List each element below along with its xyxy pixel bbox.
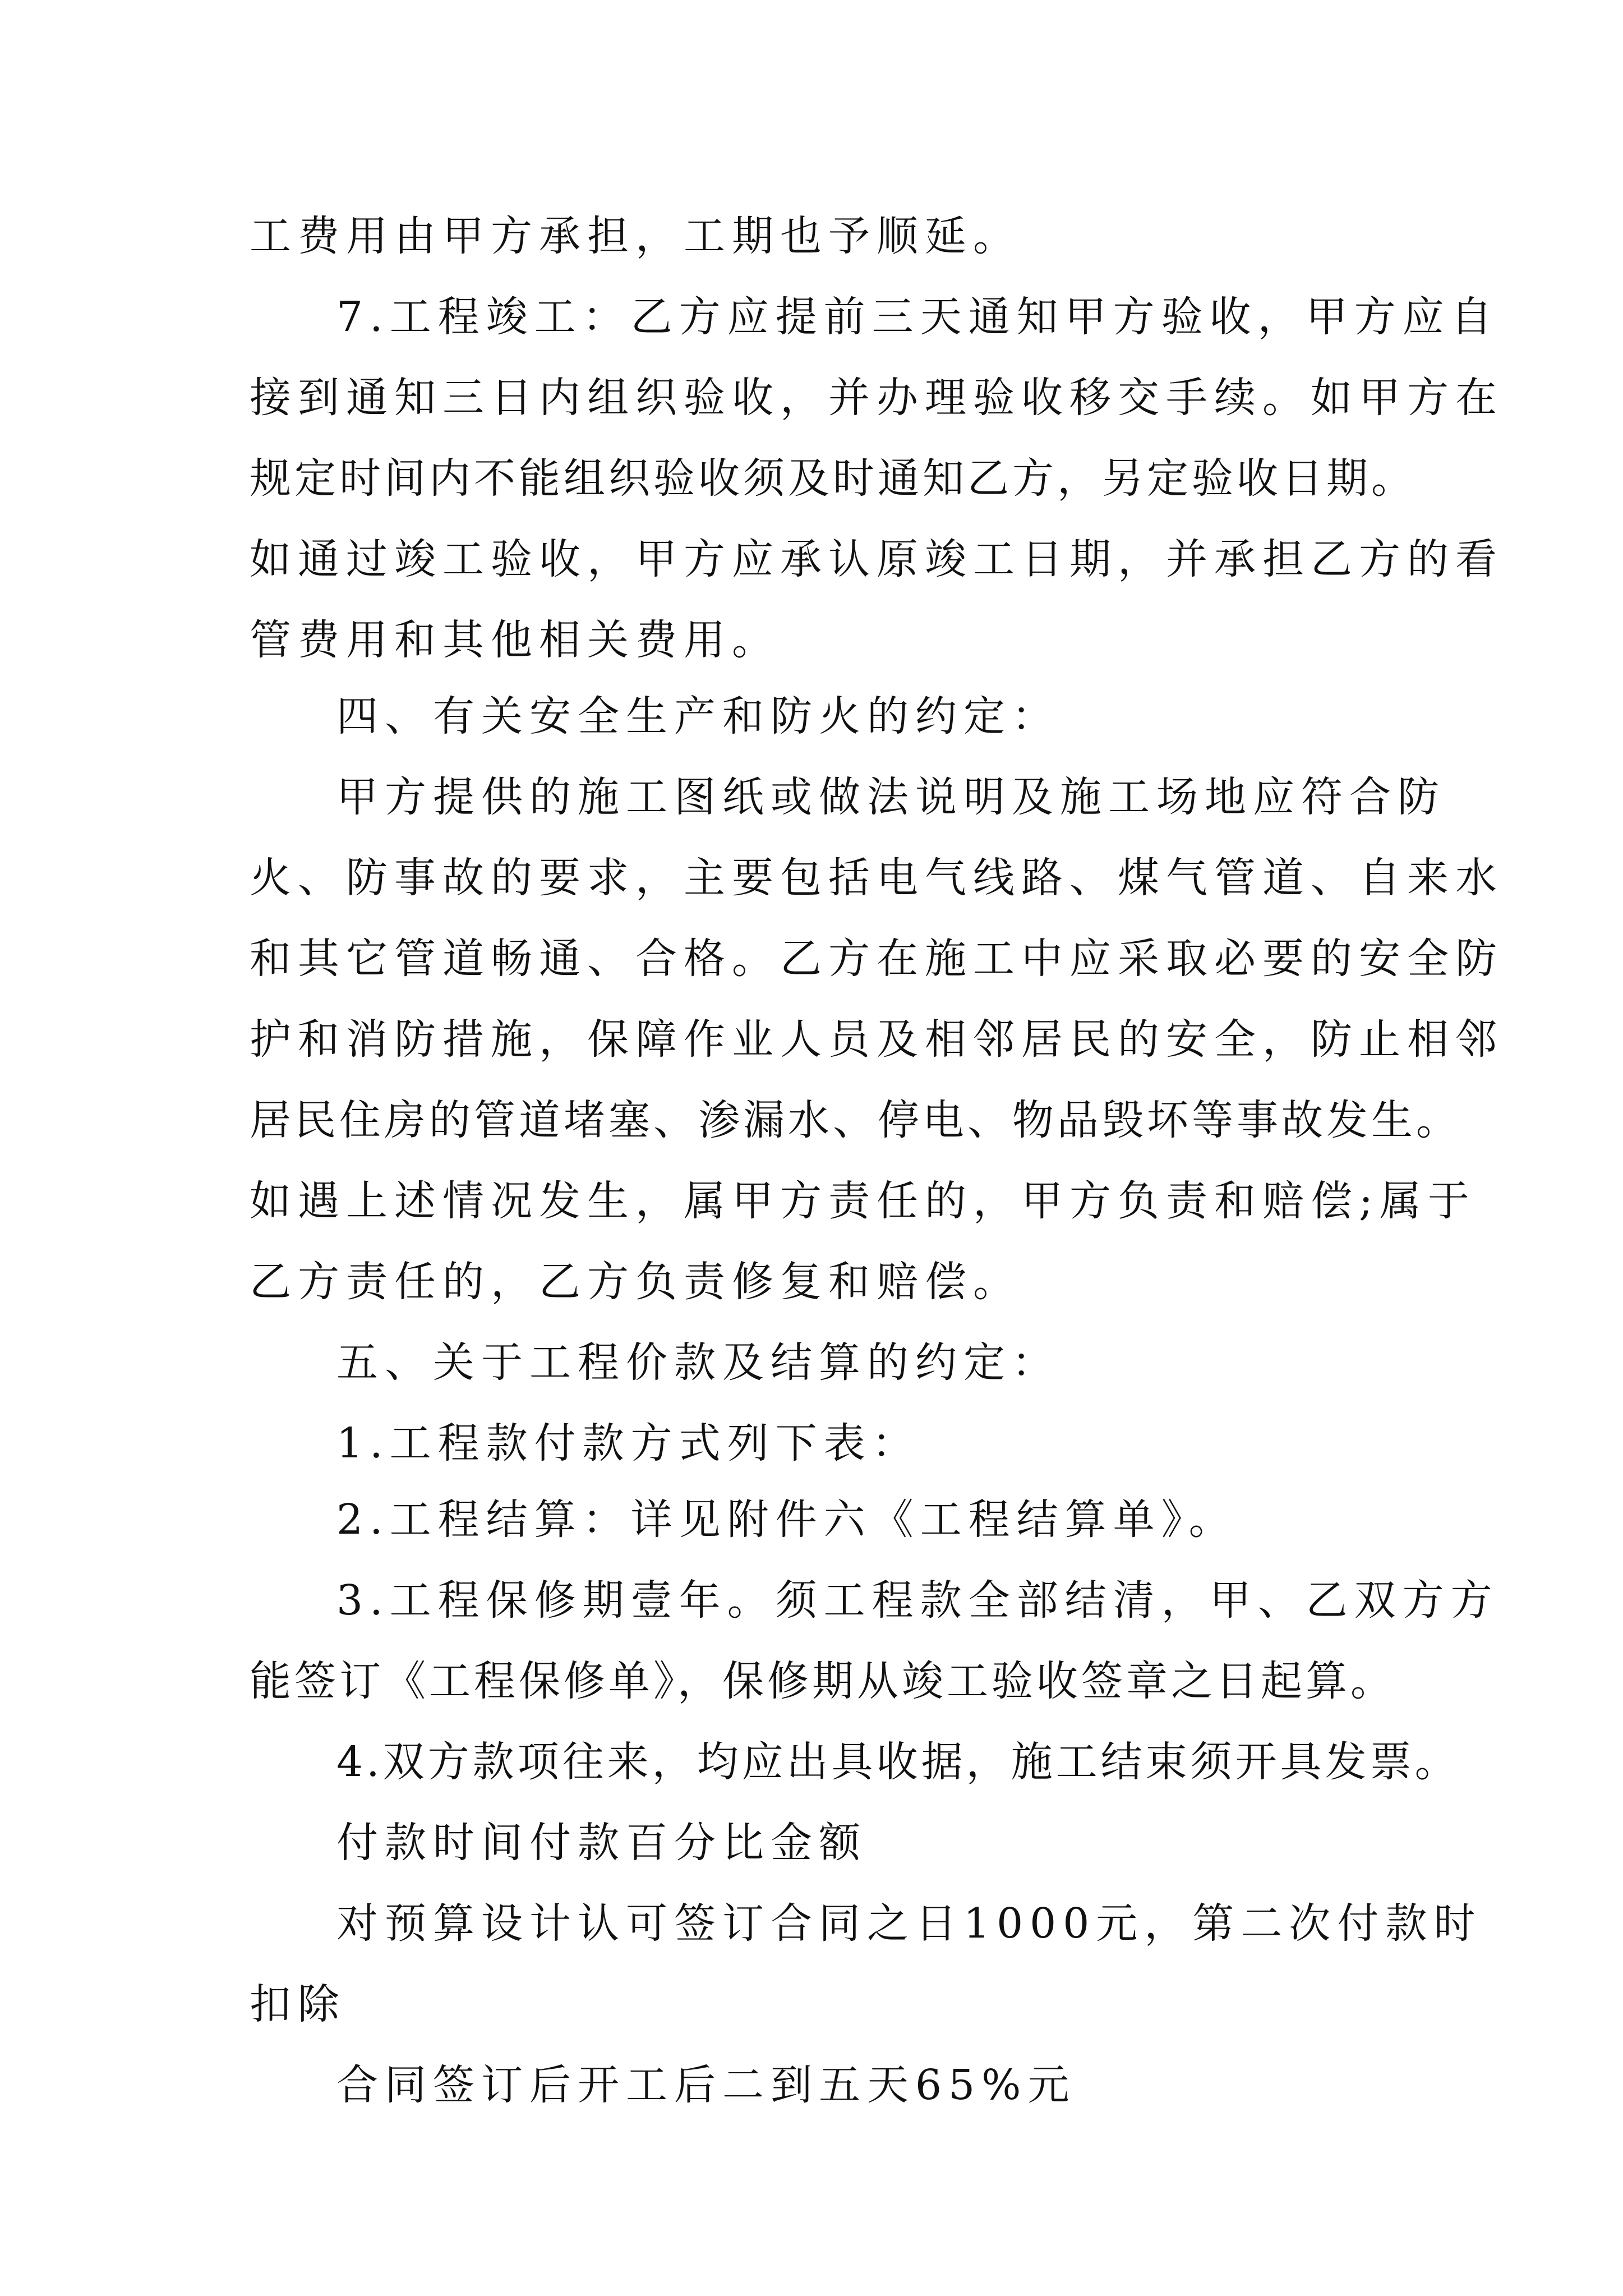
paragraph-line: 接到通知三日内组织验收，并办理验收移交手续。如甲方在 bbox=[250, 374, 1504, 422]
paragraph-line: 付款时间付款百分比金额 bbox=[336, 1819, 867, 1867]
paragraph-line: 扣除 bbox=[250, 1980, 346, 2028]
section-heading: 五、关于工程价款及结算的约定： bbox=[336, 1338, 1060, 1387]
paragraph-line: 4.双方款项往来，均应出具收据，施工结束须开具发票。 bbox=[336, 1738, 1460, 1786]
section-heading: 四、有关安全生产和防火的约定： bbox=[336, 692, 1060, 740]
paragraph-line: 和其它管道畅通、合格。乙方在施工中应采取必要的安全防 bbox=[250, 935, 1504, 983]
paragraph-line: 能签订《工程保修单》，保修期从竣工验收签章之日起算。 bbox=[250, 1657, 1395, 1705]
paragraph-line: 2.工程结算：详见附件六《工程结算单》。 bbox=[336, 1496, 1237, 1544]
paragraph-line: 火、防事故的要求，主要包括电气线路、煤气管道、自来水 bbox=[250, 854, 1504, 902]
paragraph-line: 7.工程竣工：乙方应提前三天通知甲方验收，甲方应自 bbox=[336, 293, 1499, 341]
paragraph-line: 规定时间内不能组织验收须及时通知乙方，另定验收日期。 bbox=[250, 454, 1416, 503]
paragraph-line: 居民住房的管道堵塞、渗漏水、停电、物品毁坏等事故发生。 bbox=[250, 1096, 1461, 1144]
paragraph-line: 工费用由甲方承担，工期也予顺延。 bbox=[250, 212, 1021, 260]
paragraph-line: 如遇上述情况发生，属甲方责任的，甲方负责和赔偿;属于 bbox=[250, 1177, 1476, 1225]
paragraph-line: 乙方责任的，乙方负责修复和赔偿。 bbox=[250, 1258, 1021, 1306]
paragraph-line: 管费用和其他相关费用。 bbox=[250, 616, 780, 664]
paragraph-line: 3.工程保修期壹年。须工程款全部结清，甲、乙双方方 bbox=[336, 1576, 1499, 1625]
paragraph-line: 护和消防措施，保障作业人员及相邻居民的安全，防止相邻 bbox=[250, 1015, 1504, 1064]
paragraph-line: 1.工程款付款方式列下表： bbox=[336, 1419, 920, 1467]
paragraph-line: 对预算设计认可签订合同之日1000元，第二次付款时 bbox=[336, 1899, 1482, 1948]
paragraph-line: 合同签订后开工后二到五天65%元 bbox=[336, 2061, 1076, 2109]
paragraph-line: 甲方提供的施工图纸或做法说明及施工场地应符合防 bbox=[336, 773, 1446, 821]
paragraph-line: 如通过竣工验收，甲方应承认原竣工日期，并承担乙方的看 bbox=[250, 535, 1504, 583]
